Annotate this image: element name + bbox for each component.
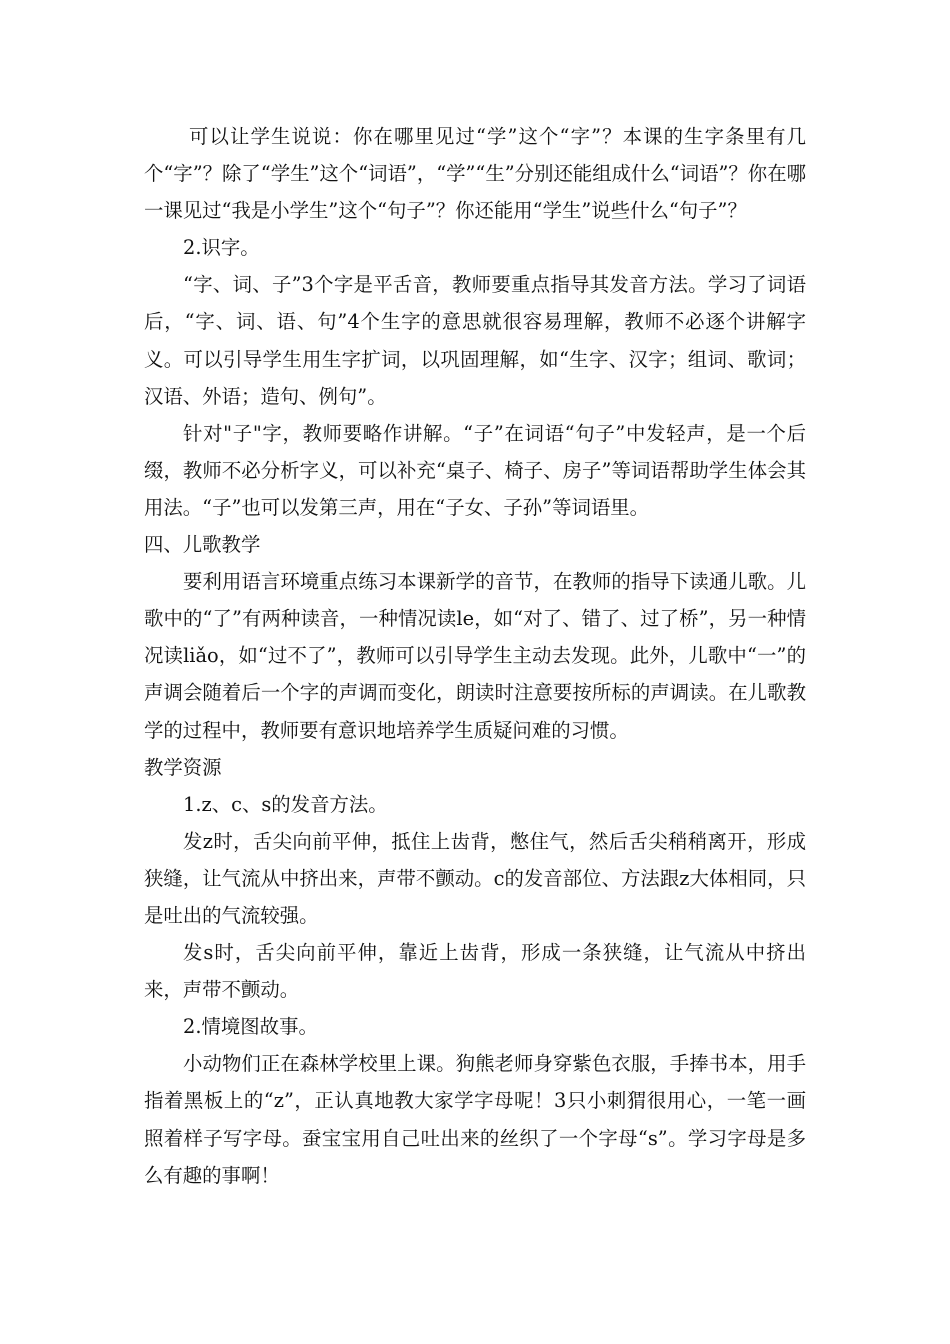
paragraph-story: 小动物们正在森林学校里上课。狗熊老师身穿紫色衣服，手捧书本，用手指着黑板上的“z”，正认真地教大家学字母呢！3只小刺猬很用心，一笔一画照着样子写字母。蚕宝宝用自己吐出来的丝织了一个字母“s”。学习字母是多么有趣的事啊！ [144, 1052, 806, 1187]
paragraph-flat-tongue: “字、词、子”3个字是平舌音，教师要重点指导其发音方法。学习了词语后，“字、词、语、句”4个生字的意思就很容易理解，教师不必逐个讲解字义。可以引导学生用生字扩词，以巩固理解，如“生字、汉字；组词、歌词；汉语、外语；造句、例句”。 [144, 273, 806, 408]
paragraph-intro-questions: 可以让学生说说：你在哪里见过“学”这个“字”？本课的生字条里有几个“字”？除了“学生”这个“词语”，“学”“生”分别还能组成什么“词语”？你在哪一课见过“我是小学生”这个“句子”？你还能用“学生”说些什么“句子”？ [144, 125, 806, 223]
paragraph-zi-character: 针对"子"字，教师要略作讲解。“子”在词语“句子”中发轻声，是一个后缀，教师不必分析字义，可以补充“桌子、椅子、房子”等词语帮助学生体会其用法。“子”也可以发第三声，用在“子女、子孙”等词语里。 [144, 421, 806, 519]
subheading-story: 2.情境图故事。 [183, 1015, 318, 1039]
paragraph-erge-teaching: 要利用语言环境重点练习本课新学的音节，在教师的指导下读通儿歌。儿歌中的“了”有两种读音，一种情况读le，如“对了、错了、过了桥”，另一种情况读liǎo，如“过不了”，教师可以引导学生主动去发现。此外，儿歌中“一”的声调会随着后一个字的声调而变化，朗读时注意要按所标的声调读。在儿歌教学的过程中，教师要有意识地培养学生质疑问难的习惯。 [144, 570, 806, 742]
document-body [144, 118, 806, 1194]
section-heading-resources: 教学资源 [144, 755, 222, 779]
paragraph-s-pronunciation: 发s时，舌尖向前平伸，靠近上齿背，形成一条狭缝，让气流从中挤出来，声带不颤动。 [144, 941, 806, 1002]
subheading-zcs: 1.z、c、s的发音方法。 [183, 792, 388, 816]
subheading-shizi: 2.识字。 [183, 236, 260, 260]
paragraph-z-pronunciation: 发z时，舌尖向前平伸，抵住上齿背，憋住气，然后舌尖稍稍离开，形成狭缝，让气流从中挤出来，声带不颤动。c的发音部位、方法跟z大体相同，只是吐出的气流较强。 [144, 829, 806, 927]
section-heading-erge: 四、儿歌教学 [144, 533, 261, 557]
